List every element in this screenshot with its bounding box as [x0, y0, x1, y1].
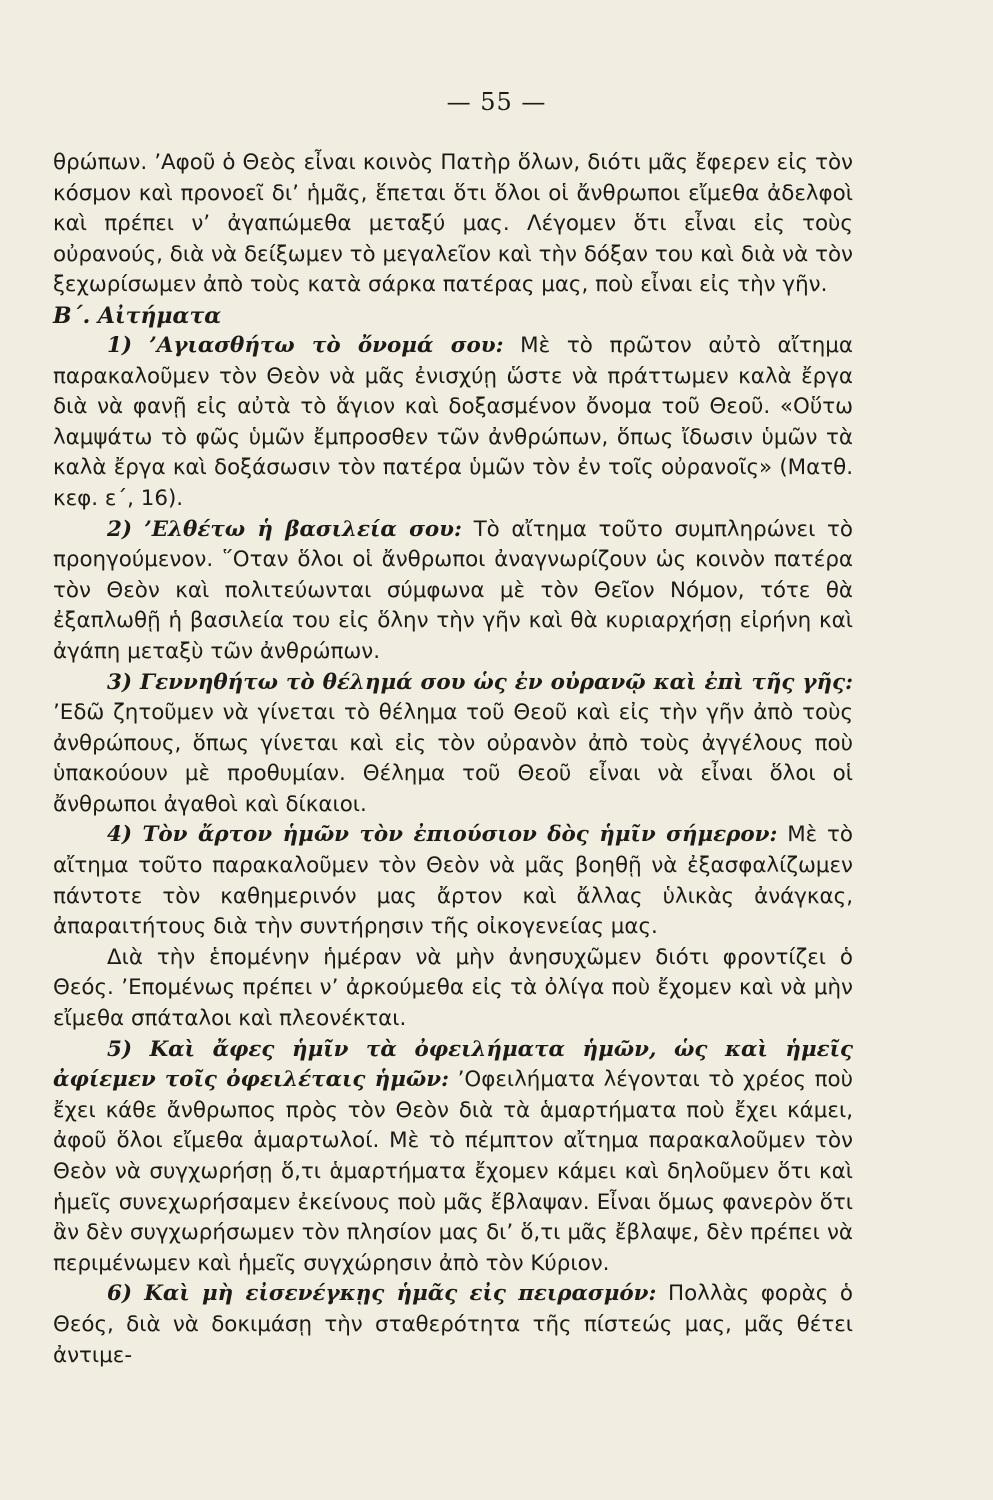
request-title-2: 2) ’Ελθέτω ἡ βασιλεία σου: [107, 516, 462, 542]
request-text-2: Τὸ αἴτημα τοῦτο συμπληρώνει τὸ προηγούμενον. ῞Οταν ὅλοι οἱ ἄνθρωποι ἀναγνωρίζουν ὡς κοινὸν πατέρα τὸν Θεὸν καὶ πολιτεύωνται σύμφωνα μὲ τὸν Θεῖον Νόμον, τότε θὰ ἐξαπλωθῇ ἡ βασιλεία του εἰς ὅλην τὴν γῆν καὶ θὰ κυριαρχήσῃ εἰρήνη καὶ ἀγάπη μεταξὺ τῶν ἀνθρώπων. [53, 516, 853, 664]
request-text-4: Μὲ τὸ αἴτημα τοῦτο παρακαλοῦμεν τὸν Θεὸν νὰ μᾶς βοηθῇ νὰ ἐξασφαλίζωμεν πάντοτε τὸν καθημερινόν μας ἄρτον καὶ ἄλλας ὑλικὰς ἀνάγκας, ἀπαραιτήτους διὰ τὴν συντήρησιν τῆς οἰκογενείας μας. [53, 822, 853, 940]
request-paragraph-5 [53, 1035, 853, 1280]
request-text-6: Πολλὰς φορὰς ὁ Θεός, διὰ νὰ δοκιμάσῃ τὴν σταθερότητα τῆς πίστεώς μας, μᾶς θέτει ἀντιμε- [53, 1281, 853, 1368]
request-text-3: ’Εδῶ ζητοῦμεν νὰ γίνεται τὸ θέλημα τοῦ Θεοῦ καὶ εἰς τὴν γῆν ἀπὸ τοὺς ἀνθρώπους, ὅπως γίνεται καὶ εἰς τὸν οὐρανὸν ἀπὸ τοὺς ἀγγέλους ποὺ ὑπακούουν μὲ προθυμίαν. Θέλημα τοῦ Θεοῦ εἶναι νὰ εἶναι ὅλοι οἱ ἄνθρωποι ἀγαθοὶ καὶ δίκαιοι. [53, 700, 853, 817]
request-title-4: 4) Τὸν ἄρτον ἡμῶν τὸν ἐπιούσιον δὸς ἡμῖν σήμερον: [107, 822, 778, 848]
request-paragraph-6 [53, 1279, 853, 1371]
section-heading: Β΄. Αἰτήματα [53, 302, 222, 329]
request-text-1: Μὲ τὸ πρῶτον αὐτὸ αἴτημα παρακαλοῦμεν τὸν Θεὸν νὰ μᾶς ἐνισχύῃ ὥστε νὰ πράττωμεν καλὰ ἔργα διὰ νὰ φανῇ εἰς αὐτὰ τὸ ἅγιον καὶ δοξασμένον ὄνομα τοῦ Θεοῦ. «Οὕτω λαμψάτω τὸ φῶς ὑμῶν ἔμπροσθεν τῶν ἀνθρώπων, ὅπως ἴδωσιν ὑμῶν τὰ καλὰ ἔργα καὶ δοξάσωσιν τὸν πατέρα ὑμῶν τὸν ἐν τοῖς οὐρανοῖς» (Ματθ. κεφ. ε΄, 16). [53, 332, 853, 511]
request-title-3: 3) Γεννηθήτω τὸ θέλημά σου ὡς ἐν οὐρανῷ καὶ ἐπὶ τῆς γῆς: [107, 669, 853, 695]
page-number: — 55 — [446, 88, 547, 116]
request-paragraph-4 [53, 820, 853, 942]
request-text-5: ’Οφειλήματα λέγονται τὸ χρέος ποὺ ἔχει κάθε ἄνθρωπος πρὸς τὸν Θεὸν διὰ τὰ ἁμαρτήματα ποὺ ἔχει κάμει, ἀφοῦ ὅλοι εἴμεθα ἁμαρτωλοί. Μὲ τὸ πέμπτον αἴτημα παρακαλοῦμεν τὸν Θεὸν νὰ συγχωρήσῃ ὅ,τι ἁμαρτήματα ἔχομεν κάμει καὶ δηλοῦμεν ὅτι καὶ ἡμεῖς συνεχωρήσαμεν ἐκείνους ποὺ μᾶς ἔβλαψαν. Εἶναι ὅμως φανερὸν ὅτι ἂν δὲν συγχωρήσωμεν τὸν πλησίον μας δι’ ὅ,τι μᾶς ἔβλαψε, δὲν πρέπει νὰ περιμένωμεν καὶ ἡμεῖς συγχώρησιν ἀπὸ τὸν Κύριον. [53, 1067, 853, 1276]
request-title-6: 6) Καὶ μὴ εἰσενέγκῃς ἡμᾶς εἰς πειρασμόν: [107, 1281, 657, 1307]
intro-paragraph: θρώπων. ’Αφοῦ ὁ Θεὸς εἶναι κοινὸς Πατὴρ ὅλων, διότι μᾶς ἔφερεν εἰς τὸν κόσμον καὶ προνοεῖ δι’ ἡμᾶς, ἕπεται ὅτι ὅλοι οἱ ἄνθρωποι εἴμεθα ἀδελφοὶ καὶ πρέπει ν’ ἀγαπώμεθα μεταξύ μας. Λέγομεν ὅτι εἶναι εἰς τοὺς οὐρανούς, διὰ νὰ δείξωμεν τὸ μεγαλεῖον καὶ τὴν δόξαν του καὶ διὰ νὰ τὸν ξεχωρίσωμεν ἀπὸ τοὺς κατὰ σάρκα πατέρας μας, ποὺ εἶναι εἰς τὴν γῆν. [53, 150, 853, 298]
request-paragraph-2 [53, 515, 853, 668]
daily-bread-paragraph: Διὰ τὴν ἑπομένην ἡμέραν νὰ μὴν ἀνησυχῶμεν διότι φροντίζει ὁ Θεός. ’Επομένως πρέπει ν’ ἀρκούμεθα εἰς τὰ ὀλίγα ποὺ ἔχομεν καὶ νὰ μὴν εἴμεθα σπάταλοι καὶ πλεονέκται. [53, 944, 853, 1032]
request-paragraph-3 [53, 668, 853, 821]
body-text [53, 148, 853, 1371]
request-title-5: 5) Καὶ ἄφες ἡμῖν τὰ ὀφειλήματα ἡμῶν, ὡς καὶ ἡμεῖς ἀφίεμεν τοῖς ὀφειλέταις ἡμῶν: [53, 1036, 853, 1093]
request-title-1: 1) ’Αγιασθήτω τὸ ὄνομά σου: [107, 332, 504, 358]
request-paragraph-1 [53, 331, 853, 515]
